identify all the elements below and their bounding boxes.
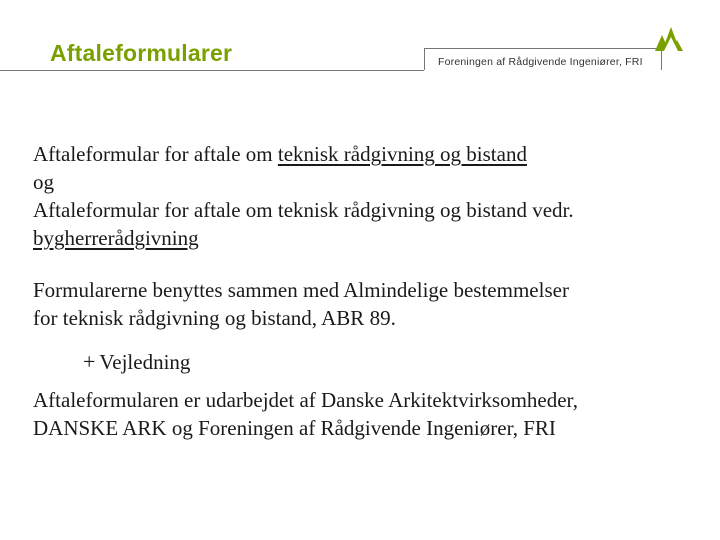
conjunction-text: og (33, 170, 54, 194)
authorship-line-2: DANSKE ARK og Foreningen af Rådgivende Ingeniører, FRI (33, 416, 556, 440)
agreement-form-owner-line: Aftaleformular for aftale om teknisk rådgivning og bistand vedr. (33, 198, 574, 222)
guide-label: Vejledning (99, 350, 191, 374)
spacer (33, 252, 693, 276)
forms-usage-line-1: Formularerne benyttes sammen med Almindelige bestemmelser (33, 278, 569, 302)
owner-advice-line (33, 224, 693, 252)
page-title: Aftaleformularer (50, 40, 233, 66)
authorship-line-1: Aftaleformularen er udarbejdet af Danske Arkitektvirksomheder, (33, 388, 578, 412)
agreement-form-prefix: Aftaleformular for aftale om (33, 142, 278, 166)
forms-usage-line-2: for teknisk rådgivning og bistand, ABR 89. (33, 306, 396, 330)
fri-logo-icon (651, 18, 687, 54)
content-body (33, 140, 693, 442)
header-divider (0, 70, 424, 71)
agreement-form-line (33, 140, 693, 168)
guide-link[interactable] (83, 348, 693, 376)
link-technical-advice[interactable]: teknisk rådgivning og bistand (277, 142, 527, 166)
plus-icon: + (83, 349, 96, 374)
organization-name: Foreningen af Rådgivende Ingeniører, FRI (438, 56, 643, 68)
link-client-advice[interactable]: bygherrerådgivning (33, 226, 199, 250)
